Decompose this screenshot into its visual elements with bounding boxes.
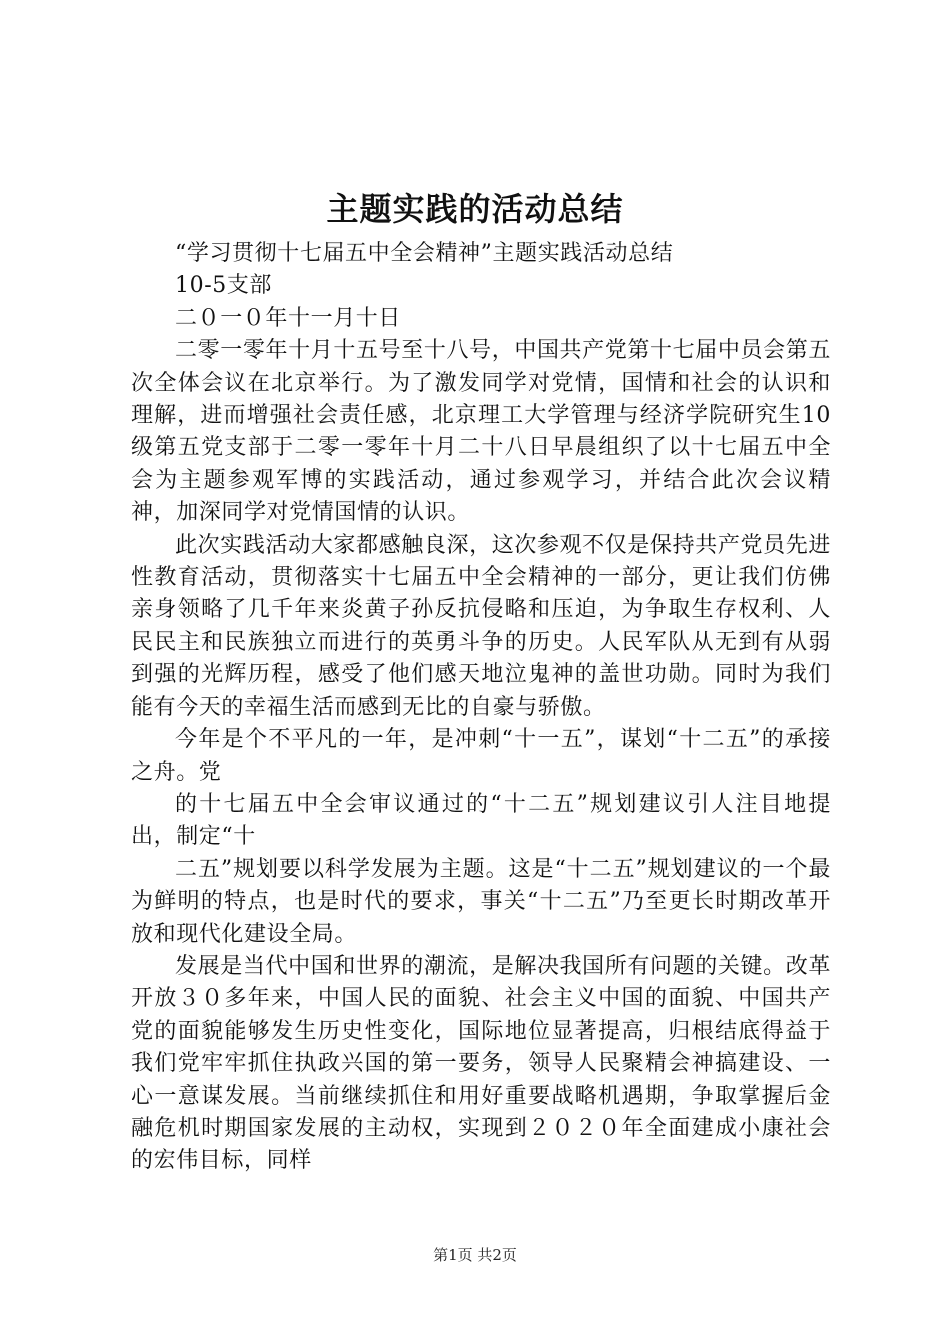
paragraph-date: 二０一０年十一月十日 — [175, 305, 402, 331]
paragraph-subtitle: “学习贯彻十七届五中全会精神”主题实践活动总结 — [175, 241, 674, 266]
paragraph-plan: 二五”规划要以科学发展为主题。这是“十二五”规划建议的一个最为鲜明的特点，也是时代的要求，事关“十二五”乃至更长时期改革开放和现代化建设全局。 — [131, 856, 831, 947]
paragraph-plenum: 的十七届五中全会审议通过的“十二五”规划建议引人注目地提出，制定“十 — [131, 791, 831, 850]
paragraph-branch: 10-5支部 — [175, 273, 273, 299]
page-footer: 第1页 共2页 — [433, 1246, 517, 1264]
document-body — [131, 238, 831, 1178]
document-title: 主题实践的活动总结 — [326, 190, 624, 228]
paragraph-reflection: 此次实践活动大家都感触良深，这次参观不仅是保持共产党员先进性教育活动，贯彻落实十七届五中全会精神的一部分，更让我们仿佛亲身领略了几千年来炎黄子孙反抗侵略和压迫，为争取生存权利、人民民主和民族独立而进行的英勇斗争的历史。人民军队从无到有从弱到强的光辉历程，感受了他们感天地泣鬼神的盖世功勋。同时为我们能有今天的幸福生活而感到无比的自豪与骄傲。 — [131, 532, 831, 720]
paragraph-development: 发展是当代中国和世界的潮流，是解决我国所有问题的关键。改革开放３０多年来，中国人民的面貌、社会主义中国的面貌、中国共产党的面貌能够发生历史性变化，国际地位显著提高，归根结底得益于我们党牢牢抓住执政兴国的第一要务，领导人民聚精会神搞建设、一心一意谋发展。当前继续抓住和用好重要战略机遇期，争取掌握后金融危机时期国家发展的主动权，实现到２０２０年全面建成小康社会的宏伟目标，同样 — [131, 953, 831, 1174]
paragraph-year: 今年是个不平凡的一年，是冲刺“十一五”，谋划“十二五”的承接之舟。党 — [131, 727, 831, 785]
paragraph-intro: 二零一零年十月十五号至十八号，中国共产党第十七届中员会第五次全体会议在北京举行。为了激发同学对党情，国情和社会的认识和理解，进而增强社会责任感，北京理工大学管理与经济学院研究生10级第五党支部于二零一零年十月二十八日早晨组织了以十七届五中全会为主题参观军博的实践活动，通过参观学习，并结合此次会议精神，加深同学对党情国情的认识。 — [131, 338, 831, 526]
